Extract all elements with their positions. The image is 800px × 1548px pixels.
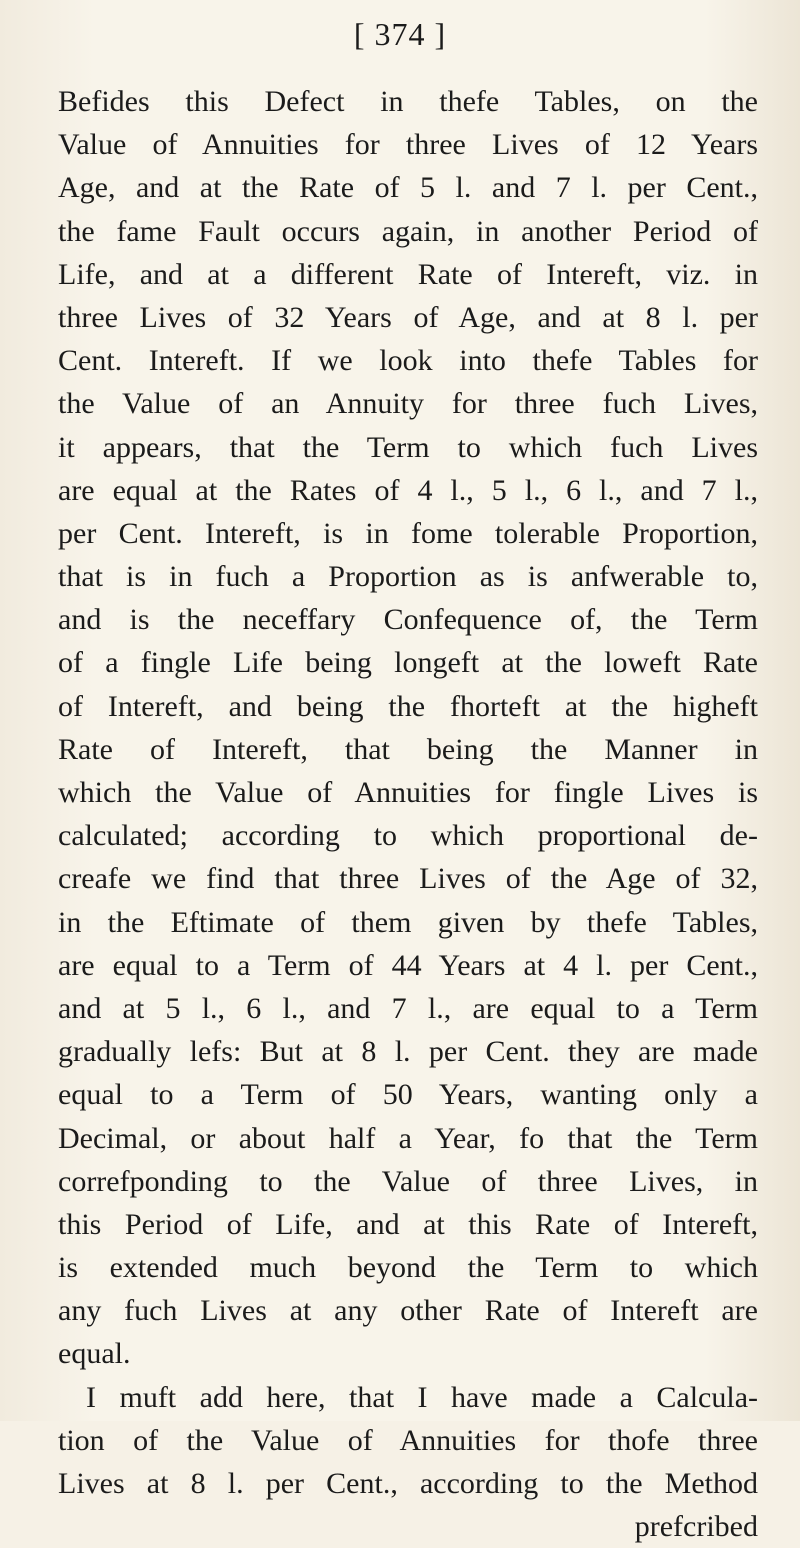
- text-line: of Intereft, and being the fhorteft at the higheft: [58, 689, 758, 723]
- text-line: Decimal, or about half a Year, fo that the Term: [58, 1121, 758, 1155]
- text-line: is extended much beyond the Term to which: [58, 1251, 758, 1285]
- text-line: in the Eftimate of them given by thefe Tables,: [58, 905, 758, 939]
- text-line: per Cent. Intereft, is in fome tolerable Proportion,: [58, 516, 758, 550]
- text-line: it appears, that the Term to which fuch Lives: [58, 430, 758, 464]
- text-line: tion of the Value of Annuities for thofe three: [58, 1423, 758, 1457]
- text-line: are equal to a Term of 44 Years at 4 l. per Cent.,: [58, 948, 758, 982]
- page-number-header: [ 374 ]: [353, 16, 447, 52]
- text-line: Cent. Intereft. If we look into thefe Tables for: [58, 344, 758, 378]
- text-line: calculated; according to which proportional de-: [58, 819, 758, 853]
- text-line: correfponding to the Value of three Lives, in: [58, 1164, 758, 1198]
- text-line: are equal at the Rates of 4 l., 5 l., 6 l., and 7 l.,: [58, 473, 758, 507]
- page-body-text: [58, 80, 758, 1548]
- text-line: equal.: [58, 1337, 131, 1371]
- text-line: I muft add here, that I have made a Calcula-: [86, 1380, 758, 1414]
- text-line: and is the neceffary Confequence of, the Term: [58, 603, 758, 637]
- text-line: equal to a Term of 50 Years, wanting only a: [58, 1078, 758, 1112]
- text-line: Age, and at the Rate of 5 l. and 7 l. per Cent.,: [58, 171, 758, 205]
- text-line: of a fingle Life being longeft at the loweft Rate: [58, 646, 758, 680]
- text-line: Rate of Intereft, that being the Manner in: [58, 732, 758, 766]
- text-line: prefcribed: [634, 1510, 758, 1544]
- text-line: Value of Annuities for three Lives of 12 Years: [58, 128, 758, 162]
- text-line: that is in fuch a Proportion as is anfwerable to,: [58, 560, 758, 594]
- text-line: gradually lefs: But at 8 l. per Cent. they are made: [58, 1035, 758, 1069]
- text-line: the Value of an Annuity for three fuch Lives,: [58, 387, 758, 421]
- text-line: the fame Fault occurs again, in another Period of: [58, 214, 758, 248]
- text-line: this Period of Life, and at this Rate of Intereft,: [58, 1207, 758, 1241]
- text-line: Befides this Defect in thefe Tables, on the: [58, 85, 758, 118]
- text-line: any fuch Lives at any other Rate of Intereft are: [58, 1294, 758, 1328]
- text-line: which the Value of Annuities for fingle Lives is: [58, 776, 758, 809]
- text-line: Life, and at a different Rate of Intereft, viz. in: [58, 257, 758, 291]
- text-line: Lives at 8 l. per Cent., according to the Method: [58, 1467, 758, 1500]
- text-line: three Lives of 32 Years of Age, and at 8 l. per: [58, 300, 758, 334]
- text-line: and at 5 l., 6 l., and 7 l., are equal to a Term: [58, 991, 758, 1025]
- text-line: creafe we find that three Lives of the Age of 32,: [58, 862, 758, 896]
